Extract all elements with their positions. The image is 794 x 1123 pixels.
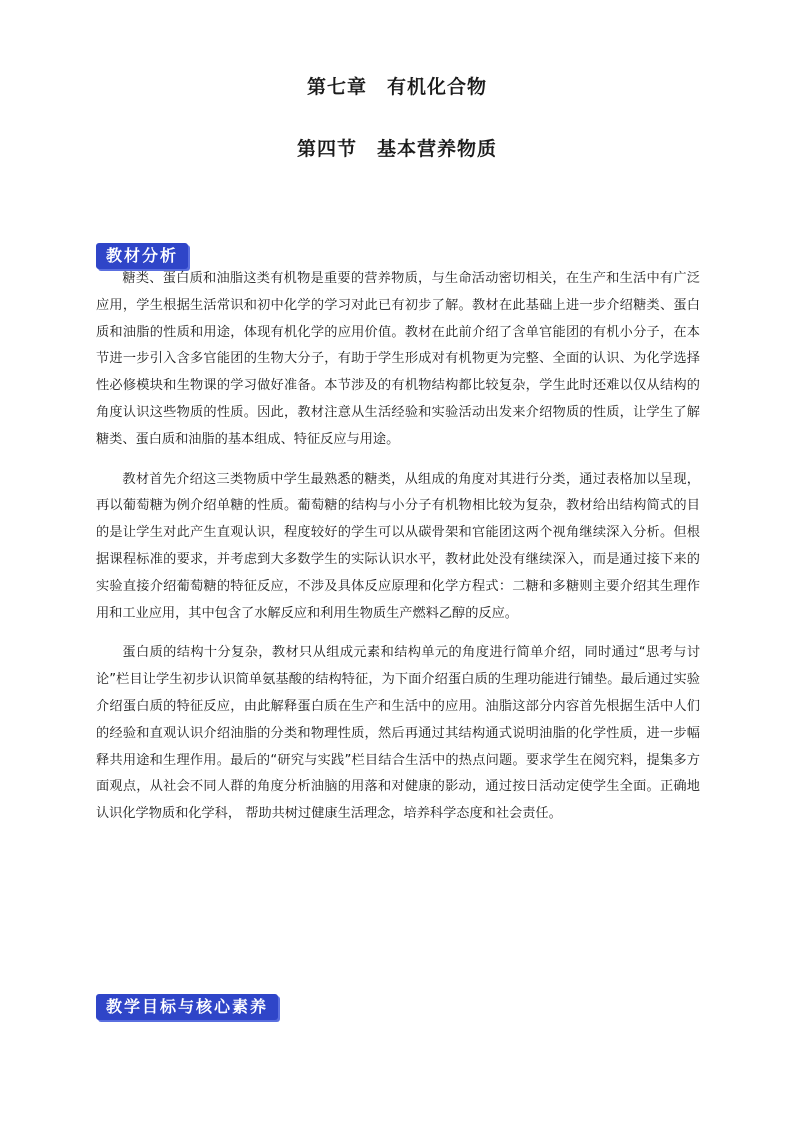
- chapter-title: 第七章 有机化合物: [306, 76, 487, 98]
- analysis-section-label: 教材分析: [96, 243, 188, 269]
- analysis-content: [96, 266, 700, 841]
- paragraph: 糖类、蛋白质和油脂这类有机物是重要的营养物质，与生命活动密切相关，在生产和生活中有广泛应用，学生根据生活常识和初中化学的学习对此已有初步了解。教材在此基础上进一步介绍糖类、蛋白质和油脂的性质和用途，体现有机化学的应用价值。教材在此前介绍了含单官能团的有机小分子，在本节进一步引入含多官能团的生物大分子，有助于学生形成对有机物更为完整、全面的认识、为化学选择性必修模块和生物课的学习做好准备。本节涉及的有机物结构都比较复杂，学生此时还难以仅从结构的角度认识这些物质的性质。因此，教材注意从生活经验和实验活动出发来介绍物质的性质，让学生了解糖类、蛋白质和油脂的基本组成、特征反应与用途。: [96, 271, 700, 447]
- goals-section-label: 教学目标与核心素养: [96, 994, 278, 1020]
- paragraph: 蛋白质的结构十分复杂，教材只从组成元素和结构单元的角度进行简单介绍，同时通过“思考与讨论”栏目让学生初步认识简单氨基酸的结构特征，为下面介绍蛋白质的生理功能进行铺垫。最后通过实验介绍蛋白质的特征反应，由此解释蛋白质在生产和生活中的应用。油脂这部分内容首先根据生活中人们的经验和直观认识介绍油脂的分类和物理性质，然后再通过其结构通式说明油脂的化学性质，进一步幅释共用途和生理作用。最后的“研究与实践”栏目结合生活中的热点问题。要求学生在阅究料，提集多方面观点，从社会不同人群的角度分析油脑的用落和对健康的影动，通过按日活动定使学生全面。正确地认识化学物质和化学科， 帮助共树过健康生活理念，培养科学态度和社会责任。: [96, 645, 700, 822]
- section-title: 第四节 基本营养物质: [296, 138, 497, 160]
- paragraph: 教材首先介绍这三类物质中学生最熟悉的糖类，从组成的角度对其进行分类，通过表格加以呈现，再以葡萄糖为例介绍单糖的性质。葡萄糖的结构与小分子有机物相比较为复杂，教材给出结构简式的目的是让学生对此产生直观认识，程度较好的学生可以从碳骨架和官能团这两个视角继续深入分析。但根据课程标准的要求，并考虑到大多数学生的实际认识水平，教材此处没有继续深入，而是通过接下来的实验直接介绍葡萄糖的特征反应，不涉及具体反应原理和化学方程式：二糖和多糖则主要介绍其生理作用和工业应用，其中包含了水解反应和利用生物质生产燃料乙醇的反应。: [96, 471, 700, 621]
